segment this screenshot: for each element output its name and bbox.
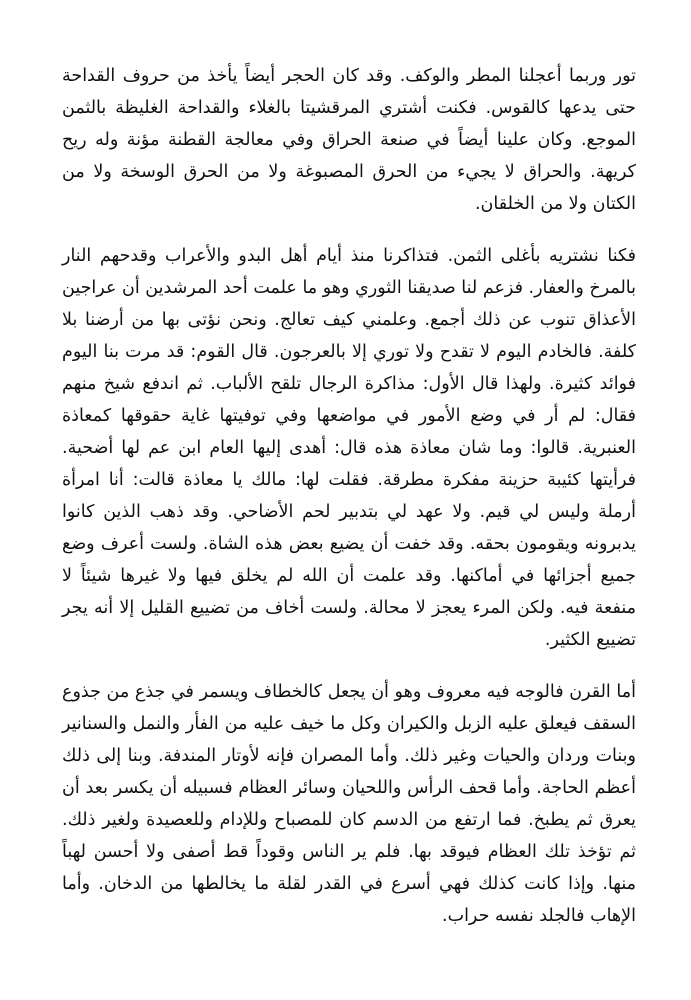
paragraph: أما القرن فالوجه فيه معروف وهو أن يجعل كالخطاف ويسمر في جذع من جذوع السقف فيعلق عليه الزبل والكيران وكل ما خيف عليه من الفأر والنمل والسنانير وبنات وردان والحيات وغير ذلك. وأما المصران فإنه لأوتار المندفة. وبنا إلى ذلك أعظم الحاجة. وأما قحف الرأس واللحيان وسائر العظام فسبيله أن يكسر بعد أن يعرق ثم يطبخ. فما ارتفع من الدسم كان للمصباح وللإدام وللعصيدة ولغير ذلك. ثم تؤخذ تلك العظام فيوقد بها. فلم ير الناس وقوداً قط أصفى ولا أحسن لهباً منها. وإذا كانت كذلك فهي أسرع في القدر لقلة ما يخالطها من الدخان. وأما الإهاب فالجلد نفسه حراب. bbox=[62, 682, 636, 926]
paragraph: فكنا نشتريه بأغلى الثمن. فتذاكرنا منذ أيام أهل البدو والأعراب وقدحهم النار بالمرخ والعفار. فزعم لنا صديقنا الثوري وهو ما علمت أحد المرشدين أن عراجين الأعذاق تنوب عن ذلك أجمع. وعلمني كيف تعالج. ونحن نؤتى بها من أرضنا بلا كلفة. فالخادم اليوم لا تقدح ولا توري إلا بالعرجون. قال القوم: قد مرت بنا اليوم فوائد كثيرة. ولهذا قال الأول: مذاكرة الرجال تلقح الألباب. ثم اندفع شيخ منهم فقال: لم أر في وضع الأمور في مواضعها وفي توفيتها غاية حقوقها كمعاذة العنبرية. قالوا: وما شان معاذة هذه قال: أهدى إليها العام ابن عم لها أضحية. فرأيتها كئيبة حزينة مفكرة مطرقة. فقلت لها: مالك يا معاذة قالت: أنا امرأة أرملة وليس لي قيم. ولا عهد لي بتدبير لحم الأضاحي. وقد ذهب الذين كانوا يدبرونه ويقومون بحقه. وقد خفت أن يضيع بعض هذه الشاة. ولست أعرف وضع جميع أجزائها في أماكنها. وقد علمت أن الله لم يخلق فيها ولا غيرها شيئاً لا منفعة فيه. ولكن المرء يعجز لا محالة. ولست أخاف من تضييع القليل إلا أنه يجر تضييع الكثير. bbox=[62, 246, 636, 650]
document-page bbox=[62, 60, 636, 932]
paragraph: تور وربما أعجلنا المطر والوكف. وقد كان الحجر أيضاً يأخذ من حروف القداحة حتى يدعها كالقوس. فكنت أشتري المرقشيتا بالغلاء والقداحة الغليظة بالثمن الموجع. وكان علينا أيضاً في صنعة الحراق وفي معالجة القطنة مؤنة وله ريح كريهة. والحراق لا يجيء من الحرق المصبوغة ولا من الحرق الوسخة ولا من الكتان ولا من الخلقان. bbox=[62, 66, 636, 214]
